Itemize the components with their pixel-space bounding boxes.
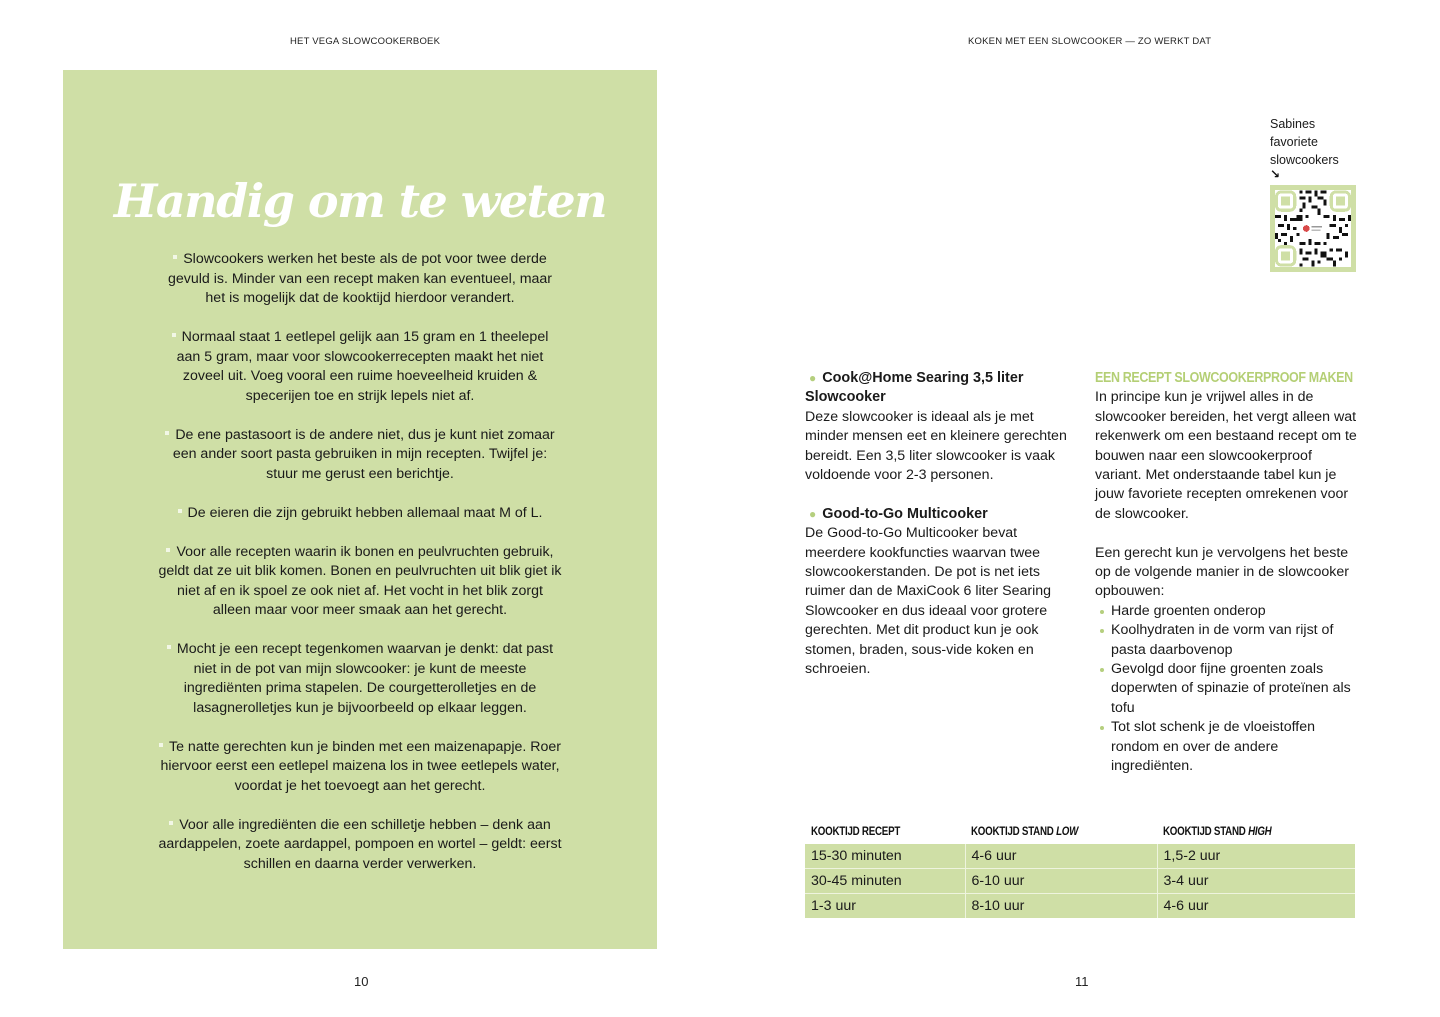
column-header: KOOKTIJD RECEPT xyxy=(811,825,901,838)
table-cell: 15-30 minuten xyxy=(805,844,965,869)
page-number-right: 11 xyxy=(1075,974,1089,989)
tip-item: Mocht je een recept tegenkomen waarvan je denkt: dat past niet in de pot van mijn slowcooker: je kunt de meeste ingrediënten prima stapelen. De courgetterolletjes en de lasagnerolletjes kun je bijvoorbeeld op elkaar leggen. xyxy=(158,640,562,718)
dot-bullet-icon: ● xyxy=(809,371,817,385)
running-head-right: KOKEN MET EEN SLOWCOOKER — ZO WERKT DAT xyxy=(968,36,1212,47)
qr-code[interactable] xyxy=(1270,185,1356,272)
tips-panel xyxy=(63,70,657,949)
table-cell: 1,5-2 uur xyxy=(1157,844,1355,869)
table-row xyxy=(805,893,1355,918)
running-head-left: HET VEGA SLOWCOOKERBOEK xyxy=(290,36,441,47)
table-cell: 3-4 uur xyxy=(1157,869,1355,894)
tip-item: Normaal staat 1 eetlepel gelijk aan 15 gram en 1 theelepel aan 5 gram, maar voor slowcookerrecepten maakt het niet zoveel uit. Voeg vooral een ruime hoeveelheid kruiden & specerijen toe en strijk lepels niet af. xyxy=(158,328,562,406)
page-number-left: 10 xyxy=(354,974,369,989)
section-intro: In principe kun je vrijwel alles in de slowcooker bereiden, het vergt alleen wat rekenwerk om een bestaand recept om te bouwen naar een slowcookerproof variant. Met onderstaande tabel kun je jouw favoriete recepten omrekenen voor de slowcooker. xyxy=(1095,389,1357,522)
column-header: KOOKTIJD STAND HIGH xyxy=(1163,825,1272,838)
table-cell: 1-3 uur xyxy=(805,893,965,918)
square-bullet-icon xyxy=(172,333,176,337)
build-intro: Een gerecht kun je vervolgens het beste op de volgende manier in de slowcooker opbouwen: xyxy=(1095,544,1349,600)
slowcookerproof-section xyxy=(1095,369,1360,777)
cooking-time-table xyxy=(805,822,1355,918)
table-cell: 8-10 uur xyxy=(965,893,1157,918)
products-column xyxy=(805,369,1075,699)
table-cell: 4-6 uur xyxy=(1157,893,1355,918)
dot-bullet-icon: ● xyxy=(809,506,817,521)
square-bullet-icon xyxy=(167,645,171,649)
table-header-row xyxy=(805,822,1355,844)
square-bullet-icon xyxy=(159,743,163,747)
section-heading: EEN RECEPT SLOWCOOKERPROOF MAKEN xyxy=(1095,370,1353,386)
layer-item: Gevolgd door fijne groenten zoals doperwten of spinazie of proteïnen als tofu xyxy=(1095,660,1360,718)
tips-list xyxy=(158,250,562,894)
square-bullet-icon xyxy=(166,548,170,552)
tip-item: Te natte gerechten kun je binden met een maizenapapje. Roer hiervoor eerst een eetlepel maizena los in twee eetlepels water, voordat je het toevoegt aan het gerecht. xyxy=(160,738,561,794)
layer-item: Harde groenten onderop xyxy=(1095,602,1360,621)
tips-title: Handig om te weten xyxy=(113,174,607,228)
layer-item: Tot slot schenk je de vloeistoffen rondom en over de andere ingrediënten. xyxy=(1095,718,1360,776)
product-name: Cook@Home Searing 3,5 liter Slowcooker xyxy=(805,370,1024,406)
square-bullet-icon xyxy=(178,509,182,513)
tip-item: Voor alle recepten waarin ik bonen en peulvruchten gebruik, geldt dat ze uit blik komen. Bonen en peulvruchten uit blik giet ik niet af en ik spoel ze ook niet af. Het vocht in het blik zorgt alleen maar voor meer smaak aan het gerecht. xyxy=(158,543,562,618)
table-row xyxy=(805,869,1355,894)
tip-item: Slowcookers werken het beste als de pot voor twee derde gevuld is. Minder van een recept maken kan eventueel, maar het is mogelijk dat de kooktijd hierdoor verandert. xyxy=(167,251,553,306)
qr-icon xyxy=(1275,190,1351,267)
table-cell: 4-6 uur xyxy=(965,844,1157,869)
layer-list xyxy=(1095,602,1360,777)
qr-code-pattern xyxy=(1275,190,1351,267)
product-item xyxy=(805,505,1075,680)
qr-caption: Sabines favoriete slowcookers xyxy=(1270,117,1339,167)
square-bullet-icon xyxy=(173,255,177,259)
product-name: Good-to-Go Multicooker xyxy=(822,505,988,522)
table-row xyxy=(805,844,1355,869)
product-description: De Good-to-Go Multicooker bevat meerdere kookfuncties waarvan twee slowcookerstanden. De pot is net iets ruimer dan de MaxiCook 6 liter Searing Slowcooker en dus ideaal voor grotere gerechten. Met dit product kun je ook stomen, braden, sous-vide koken en schroeien. xyxy=(805,525,1052,678)
tip-item: Voor alle ingrediënten die een schilletje hebben – denk aan aardappelen, zoete aardappel, pompoen en wortel – geldt: eerst schillen en daarna verder verwerken. xyxy=(158,816,562,872)
layer-item: Koolhydraten in de vorm van rijst of pasta daarbovenop xyxy=(1095,621,1360,660)
column-header: KOOKTIJD STAND LOW xyxy=(971,825,1079,838)
table-cell: 30-45 minuten xyxy=(805,869,965,894)
product-item xyxy=(805,369,1075,485)
tip-item: De ene pastasoort is de andere niet, dus je kunt niet zomaar een ander soort pasta gebruiken in mijn recepten. Twijfel je: stuur me gerust een berichtje. xyxy=(158,426,562,485)
square-bullet-icon xyxy=(165,431,169,435)
tip-item: De eieren die zijn gebruikt hebben allemaal maat M of L. xyxy=(158,504,562,524)
square-bullet-icon xyxy=(169,821,173,825)
product-description: Deze slowcooker is ideaal als je met minder mensen eet en kleinere gerechten bereidt. Een 3,5 liter slowcooker is vaak voldoende voor 2-3 personen. xyxy=(805,408,1067,484)
table-cell: 6-10 uur xyxy=(965,869,1157,894)
arrow-down-right-icon: ↘ xyxy=(1270,167,1281,181)
